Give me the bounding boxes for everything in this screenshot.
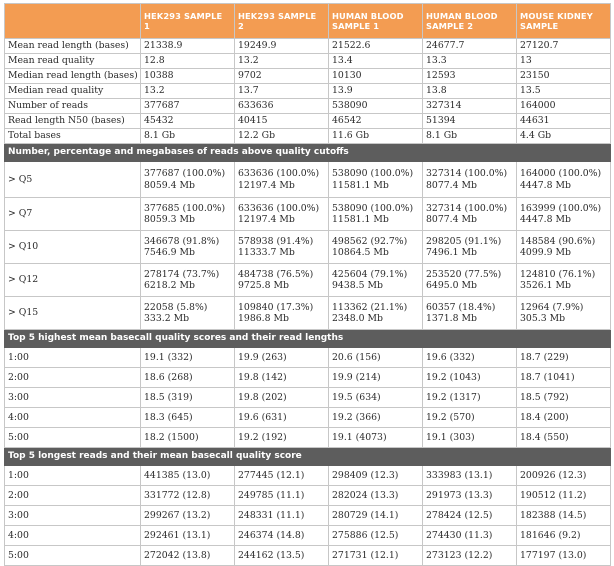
table-cell: 275886 (12.5): [329, 526, 423, 546]
table-cell: 13.4: [329, 54, 423, 69]
table-body: [5, 39, 611, 566]
read-count: 346678 (91.8%): [144, 235, 220, 247]
table-cell: 181646 (9.2): [517, 526, 611, 546]
table-row: [5, 264, 611, 297]
table-cell: 8.1 Gb: [141, 129, 235, 144]
read-count: 633636 (100.0%): [238, 168, 320, 179]
read-count: 60357 (18.4%): [426, 301, 496, 313]
table-cell: 18.7 (1041): [517, 368, 611, 388]
table-cell: [423, 264, 517, 297]
row-label: 1:00: [5, 348, 141, 368]
table-cell: [423, 162, 517, 198]
table-row: [5, 297, 611, 330]
table-cell: 13: [517, 54, 611, 69]
table-cell: 278424 (12.5): [423, 506, 517, 526]
row-label: > Q10: [5, 231, 141, 264]
table-cell: 18.4 (200): [517, 408, 611, 428]
row-label: Number of reads: [5, 99, 141, 114]
table-cell: [329, 198, 423, 231]
table-cell: [423, 198, 517, 231]
table-cell: 27120.7: [517, 39, 611, 54]
table-cell: 19.2 (366): [329, 408, 423, 428]
megabases: 1371.8 Mb: [426, 313, 477, 324]
table-cell: 19.2 (1043): [423, 368, 517, 388]
table-cell: 4.4 Gb: [517, 129, 611, 144]
table-cell: 12593: [423, 69, 517, 84]
table-cell: [329, 264, 423, 297]
table-cell: 246374 (14.8): [235, 526, 329, 546]
table-cell: 249785 (11.1): [235, 486, 329, 506]
table-cell: 333983 (13.1): [423, 466, 517, 486]
table-cell: 299267 (13.2): [141, 506, 235, 526]
section-header-row: [5, 144, 611, 162]
table-row: [5, 54, 611, 69]
table-cell: 441385 (13.0): [141, 466, 235, 486]
table-cell: [235, 231, 329, 264]
table-row: [5, 69, 611, 84]
table-cell: 19.2 (570): [423, 408, 517, 428]
megabases: 333.2 Mb: [144, 313, 190, 324]
read-count: 327314 (100.0%): [426, 168, 508, 179]
table-row: [5, 198, 611, 231]
table-cell: 19.6 (332): [423, 348, 517, 368]
megabases: 4447.8 Mb: [520, 179, 571, 191]
row-label: 2:00: [5, 486, 141, 506]
table-cell: 633636: [235, 99, 329, 114]
read-count: 253520 (77.5%): [426, 268, 502, 280]
header-row: [5, 4, 611, 39]
table-cell: 272042 (13.8): [141, 546, 235, 566]
table-cell: 277445 (12.1): [235, 466, 329, 486]
section-header-row: [5, 448, 611, 466]
table-cell: 274430 (11.3): [423, 526, 517, 546]
table-cell: 291973 (13.3): [423, 486, 517, 506]
table-cell: 19.5 (634): [329, 388, 423, 408]
row-label: 5:00: [5, 428, 141, 448]
table-row: [5, 114, 611, 129]
read-count: 484738 (76.5%): [238, 268, 314, 280]
table-cell: 248331 (11.1): [235, 506, 329, 526]
table-row: [5, 84, 611, 99]
row-label: Median read length (bases): [5, 69, 141, 84]
megabases: 7496.1 Mb: [426, 247, 477, 258]
table-cell: 190512 (11.2): [517, 486, 611, 506]
table-cell: 12.2 Gb: [235, 129, 329, 144]
table-row: [5, 526, 611, 546]
table-cell: [423, 231, 517, 264]
table-cell: 44631: [517, 114, 611, 129]
section-title: Top 5 longest reads and their mean basecall quality score: [5, 448, 611, 466]
megabases: 2348.0 Mb: [332, 313, 383, 324]
megabases: 8077.4 Mb: [426, 214, 477, 225]
table-cell: 298409 (12.3): [329, 466, 423, 486]
row-label: 4:00: [5, 408, 141, 428]
table-cell: [141, 297, 235, 330]
column-header-human-blood-sample-1: HUMAN BLOOD SAMPLE 1: [329, 4, 423, 39]
table-row: [5, 39, 611, 54]
table-cell: 20.6 (156): [329, 348, 423, 368]
table-cell: 13.5: [517, 84, 611, 99]
table-cell: 9702: [235, 69, 329, 84]
megabases: 9725.8 Mb: [238, 280, 289, 291]
megabases: 4099.9 Mb: [520, 247, 571, 258]
table-cell: [235, 264, 329, 297]
megabases: 8059.3 Mb: [144, 214, 195, 225]
row-label: Read length N50 (bases): [5, 114, 141, 129]
table-cell: 45432: [141, 114, 235, 129]
read-count: 633636 (100.0%): [238, 202, 320, 214]
row-label: 3:00: [5, 506, 141, 526]
row-label: Mean read quality: [5, 54, 141, 69]
read-count: 538090 (100.0%): [332, 202, 414, 214]
table-cell: 19.9 (263): [235, 348, 329, 368]
row-label: 3:00: [5, 388, 141, 408]
read-count: 12964 (7.9%): [520, 301, 584, 313]
table-cell: 18.6 (268): [141, 368, 235, 388]
megabases: 305.3 Mb: [520, 313, 566, 324]
table-cell: 273123 (12.2): [423, 546, 517, 566]
section-title: Number, percentage and megabases of reads above quality cutoffs: [5, 144, 611, 162]
table-cell: 244162 (13.5): [235, 546, 329, 566]
table-cell: [141, 198, 235, 231]
table-cell: 13.9: [329, 84, 423, 99]
table-cell: [235, 198, 329, 231]
table-cell: 10130: [329, 69, 423, 84]
table-cell: 24677.7: [423, 39, 517, 54]
table-row: [5, 129, 611, 144]
table-row: [5, 368, 611, 388]
table-cell: [141, 231, 235, 264]
column-header-hek293-sample-1: HEK293 SAMPLE 1: [141, 4, 235, 39]
megabases: 3526.1 Mb: [520, 280, 571, 291]
megabases: 6495.0 Mb: [426, 280, 477, 291]
megabases: 9438.5 Mb: [332, 280, 383, 291]
read-count: 113362 (21.1%): [332, 301, 408, 313]
row-label: Mean read length (bases): [5, 39, 141, 54]
table-cell: [329, 162, 423, 198]
table-cell: 18.7 (229): [517, 348, 611, 368]
table-cell: 8.1 Gb: [423, 129, 517, 144]
row-label: > Q12: [5, 264, 141, 297]
megabases: 4447.8 Mb: [520, 214, 571, 225]
read-count: 22058 (5.8%): [144, 301, 208, 313]
table-cell: 19.2 (192): [235, 428, 329, 448]
table-row: [5, 99, 611, 114]
table-row: [5, 546, 611, 566]
table-cell: [423, 297, 517, 330]
row-label: 5:00: [5, 546, 141, 566]
row-label: > Q5: [5, 162, 141, 198]
table-cell: 164000: [517, 99, 611, 114]
section-header-row: [5, 330, 611, 348]
table-cell: 13.2: [235, 54, 329, 69]
read-count: 124810 (76.1%): [520, 268, 596, 280]
megabases: 10864.5 Mb: [332, 247, 389, 258]
table-cell: 13.8: [423, 84, 517, 99]
megabases: 8059.4 Mb: [144, 179, 195, 191]
table-cell: 377687: [141, 99, 235, 114]
megabases: 8077.4 Mb: [426, 179, 477, 191]
table-cell: [517, 297, 611, 330]
table-cell: 19.8 (202): [235, 388, 329, 408]
table-row: [5, 388, 611, 408]
table-cell: 46542: [329, 114, 423, 129]
read-statistics-table: [4, 3, 611, 566]
megabases: 7546.9 Mb: [144, 247, 195, 258]
row-label: Median read quality: [5, 84, 141, 99]
column-header-mouse-kidney-sample: MOUSE KIDNEY SAMPLE: [517, 4, 611, 39]
read-count: 498562 (92.7%): [332, 235, 408, 247]
megabases: 11581.1 Mb: [332, 214, 389, 225]
table-cell: 19.6 (631): [235, 408, 329, 428]
table-cell: [141, 264, 235, 297]
stats-table-container: [4, 3, 610, 566]
read-count: 109840 (17.3%): [238, 301, 314, 313]
table-cell: 23150: [517, 69, 611, 84]
megabases: 6218.2 Mb: [144, 280, 195, 291]
table-row: [5, 162, 611, 198]
read-count: 377687 (100.0%): [144, 168, 226, 179]
column-header-human-blood-sample-2: HUMAN BLOOD SAMPLE 2: [423, 4, 517, 39]
row-label: > Q7: [5, 198, 141, 231]
table-cell: 182388 (14.5): [517, 506, 611, 526]
column-header-hek293-sample-2: HEK293 SAMPLE 2: [235, 4, 329, 39]
read-count: 578938 (91.4%): [238, 235, 314, 247]
table-cell: 177197 (13.0): [517, 546, 611, 566]
table-cell: 327314: [423, 99, 517, 114]
table-cell: [329, 297, 423, 330]
table-row: [5, 466, 611, 486]
table-cell: 280729 (14.1): [329, 506, 423, 526]
table-cell: 18.2 (1500): [141, 428, 235, 448]
table-row: [5, 506, 611, 526]
table-row: [5, 486, 611, 506]
table-cell: 13.3: [423, 54, 517, 69]
read-count: 148584 (90.6%): [520, 235, 596, 247]
table-cell: 538090: [329, 99, 423, 114]
table-cell: 19.9 (214): [329, 368, 423, 388]
megabases: 12197.4 Mb: [238, 214, 295, 225]
table-cell: 18.5 (319): [141, 388, 235, 408]
table-cell: [235, 162, 329, 198]
table-cell: 19.1 (4073): [329, 428, 423, 448]
table-cell: 271731 (12.1): [329, 546, 423, 566]
table-row: [5, 408, 611, 428]
table-row: [5, 231, 611, 264]
table-cell: [329, 231, 423, 264]
table-cell: [517, 264, 611, 297]
row-label: Total bases: [5, 129, 141, 144]
table-cell: 282024 (13.3): [329, 486, 423, 506]
table-cell: 331772 (12.8): [141, 486, 235, 506]
table-cell: 18.5 (792): [517, 388, 611, 408]
read-count: 298205 (91.1%): [426, 235, 502, 247]
row-label: 2:00: [5, 368, 141, 388]
megabases: 1986.8 Mb: [238, 313, 289, 324]
table-row: [5, 348, 611, 368]
megabases: 11333.7 Mb: [238, 247, 295, 258]
table-cell: 19.1 (332): [141, 348, 235, 368]
table-cell: 51394: [423, 114, 517, 129]
read-count: 377685 (100.0%): [144, 202, 226, 214]
table-cell: [235, 297, 329, 330]
table-cell: 19.8 (142): [235, 368, 329, 388]
header-corner: [5, 4, 141, 39]
read-count: 538090 (100.0%): [332, 168, 414, 179]
row-label: > Q15: [5, 297, 141, 330]
row-label: 4:00: [5, 526, 141, 546]
table-cell: 10388: [141, 69, 235, 84]
table-cell: 21522.6: [329, 39, 423, 54]
megabases: 12197.4 Mb: [238, 179, 295, 191]
table-cell: 292461 (13.1): [141, 526, 235, 546]
row-label: 1:00: [5, 466, 141, 486]
table-cell: 11.6 Gb: [329, 129, 423, 144]
table-cell: 21338.9: [141, 39, 235, 54]
megabases: 11581.1 Mb: [332, 179, 389, 191]
table-cell: 19.2 (1317): [423, 388, 517, 408]
read-count: 164000 (100.0%): [520, 168, 602, 179]
read-count: 327314 (100.0%): [426, 202, 508, 214]
table-cell: [141, 162, 235, 198]
table-cell: [517, 162, 611, 198]
table-cell: [517, 231, 611, 264]
read-count: 425604 (79.1%): [332, 268, 408, 280]
table-cell: 19.1 (303): [423, 428, 517, 448]
table-cell: [517, 198, 611, 231]
table-cell: 18.3 (645): [141, 408, 235, 428]
table-cell: 40415: [235, 114, 329, 129]
table-cell: 19249.9: [235, 39, 329, 54]
table-row: [5, 428, 611, 448]
section-title: Top 5 highest mean basecall quality scores and their read lengths: [5, 330, 611, 348]
table-cell: 200926 (12.3): [517, 466, 611, 486]
read-count: 163999 (100.0%): [520, 202, 602, 214]
table-cell: 13.2: [141, 84, 235, 99]
read-count: 278174 (73.7%): [144, 268, 220, 280]
table-cell: 18.4 (550): [517, 428, 611, 448]
table-cell: 13.7: [235, 84, 329, 99]
table-cell: 12.8: [141, 54, 235, 69]
